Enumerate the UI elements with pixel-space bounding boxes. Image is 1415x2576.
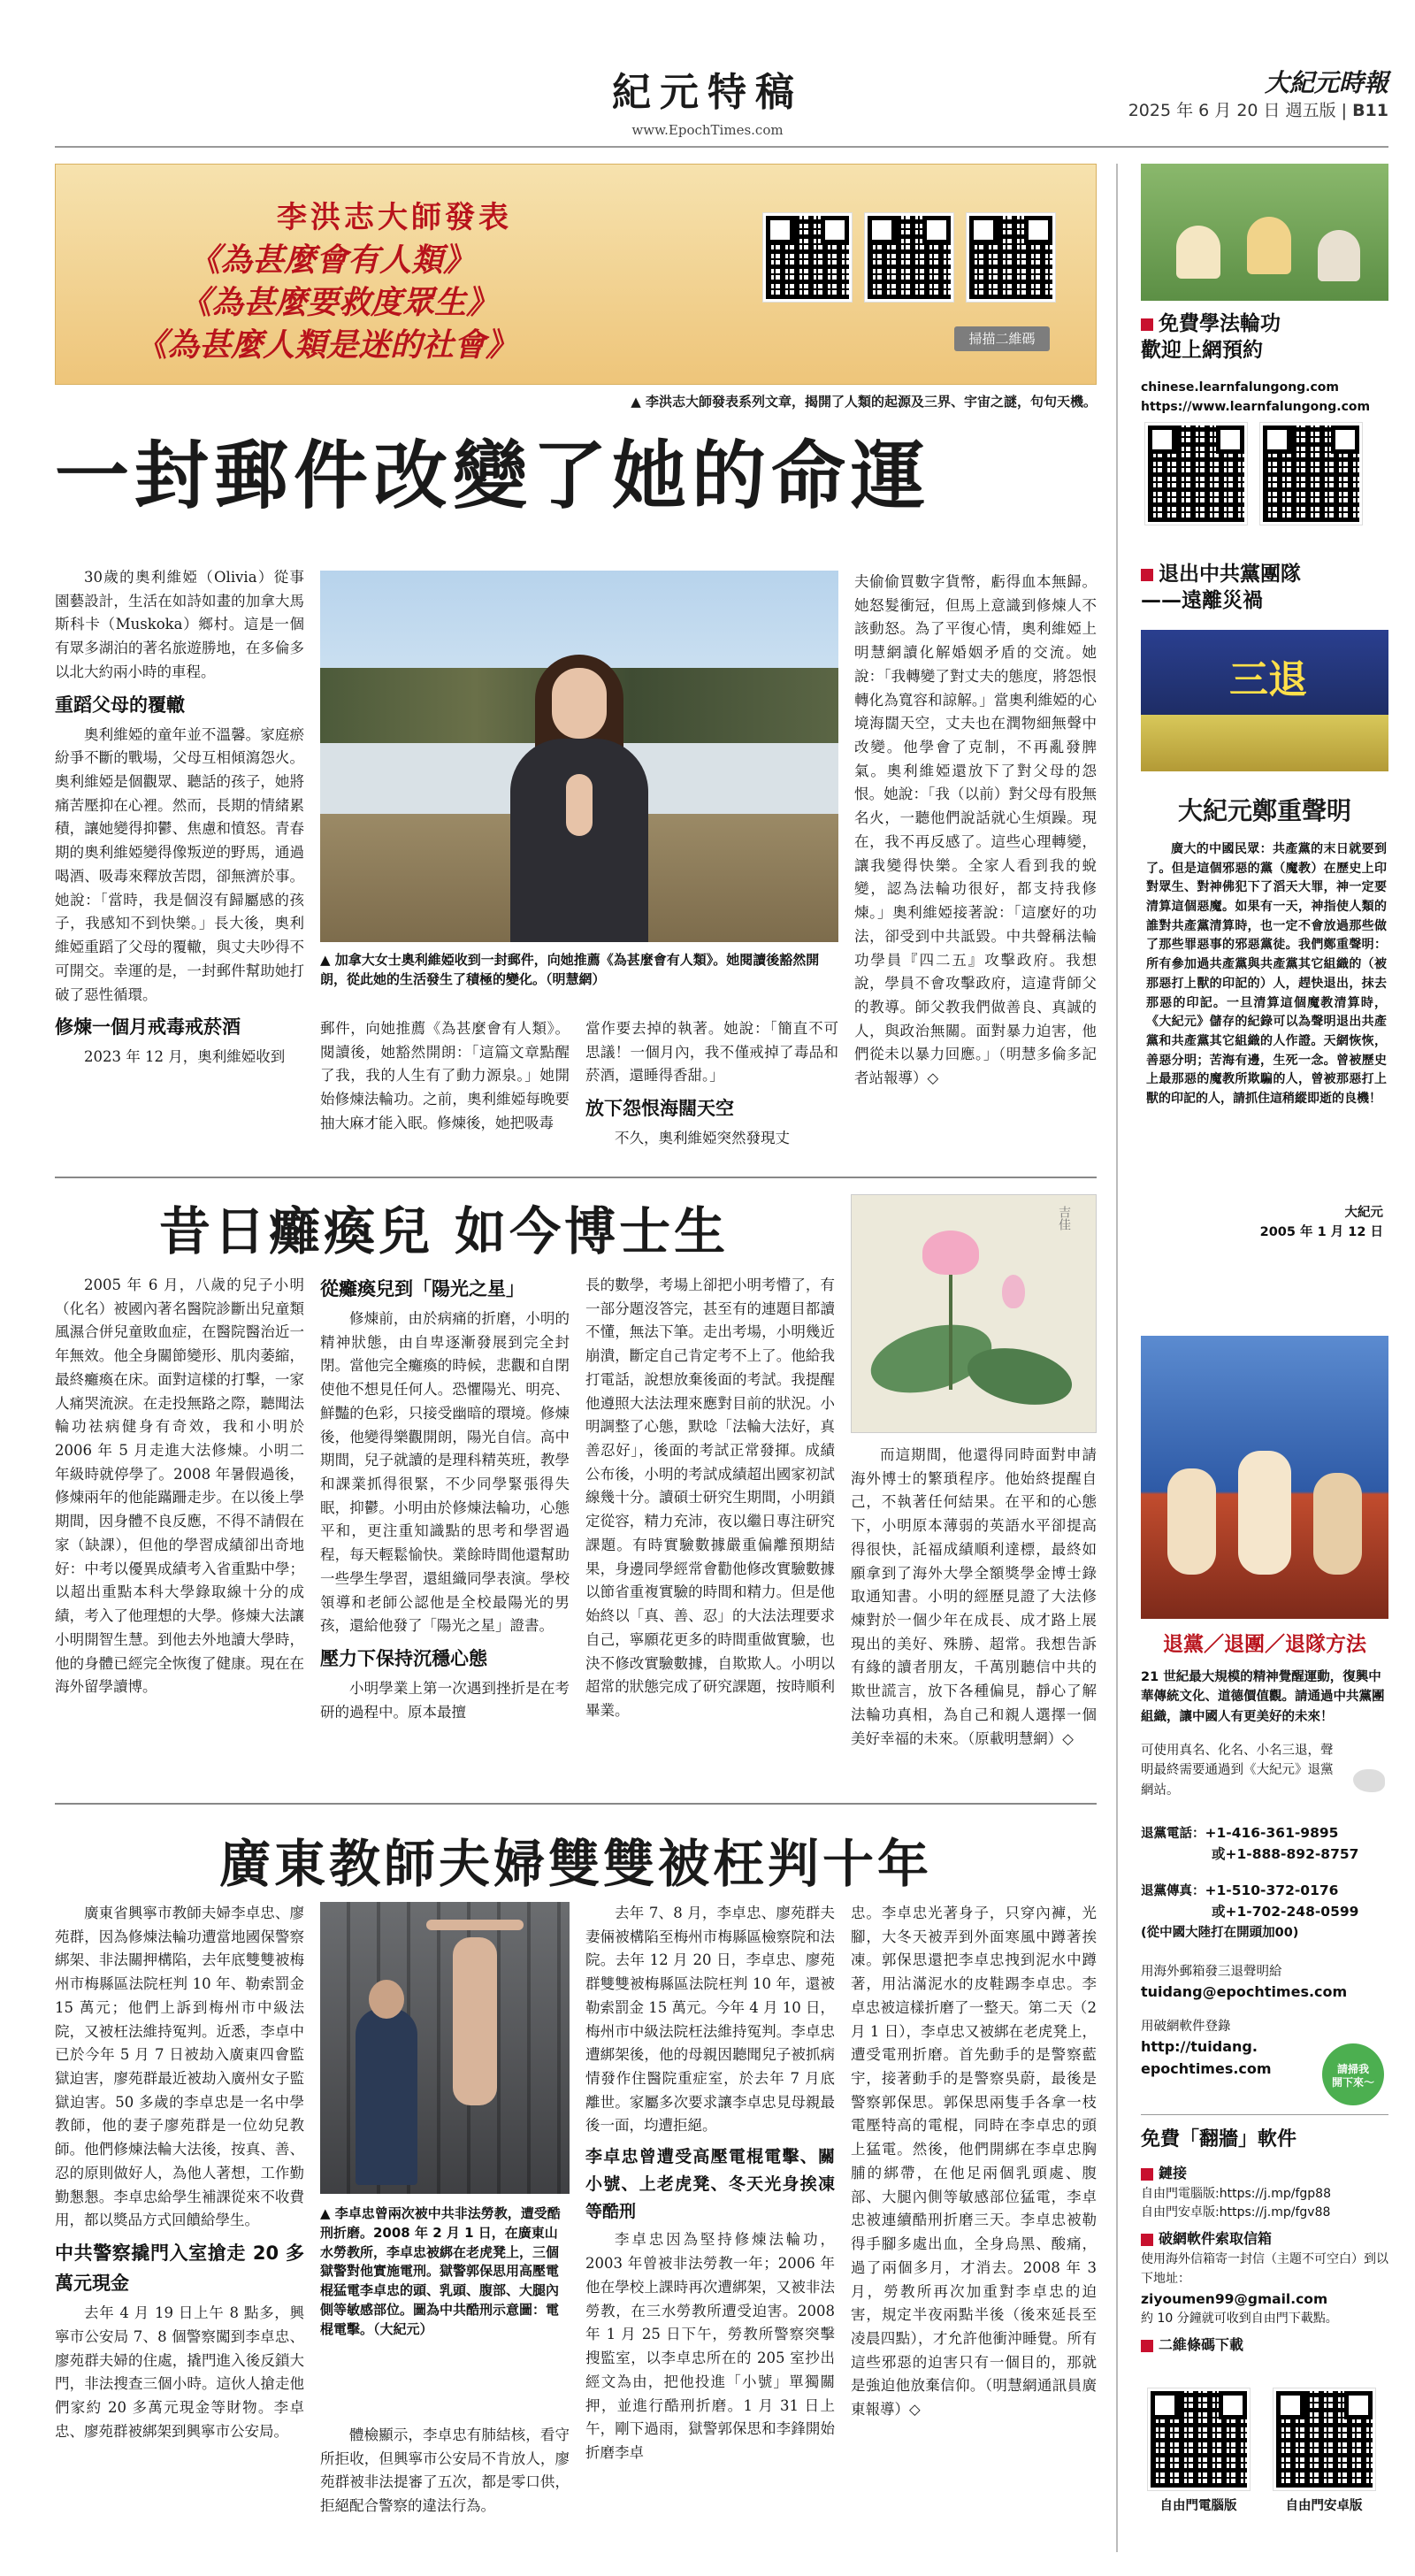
page-header bbox=[0, 0, 1415, 150]
qr-label-android: 自由門安卓版 bbox=[1285, 2499, 1363, 2513]
banner-line-1: 李洪志大師發表 bbox=[277, 200, 512, 235]
article2-column-4 bbox=[851, 1444, 1097, 1751]
quit-text: 退出中共黨團隊 ——遠離災禍 bbox=[1141, 563, 1301, 612]
figure-1 bbox=[1167, 1468, 1216, 1575]
web-block bbox=[1141, 2017, 1318, 2081]
article3-para-4: 去年 7、8 月，李卓忠、廖苑群夫妻倆被構陷至梅州市梅縣區檢察院和法院。去年 12 月 20 日，李卓忠、廖苑群雙雙被梅縣區法院枉判 10 年，還被勒索罰金 15 萬元。今年 4 月 10 日，梅州市中級法院枉法維持冤判。李卓忠遭綁架後，他的母親因聽聞兒子被抓病情發作住醫院重症室，於去年 7 月底離世。家屬多次要求讓李卓忠見母親最後一面，均遭拒絕。 bbox=[585, 1905, 835, 2135]
article1-para-3: 郵件，向她推薦《為甚麼會有人類》。閱讀後，她豁然開朗：「這篇文章點醒了我，我的人生有了動力源泉。」她開始修煉法輪功。之前，奧利維婭每晚要抽大麻才能入眠。修煉後，她把吸毒 bbox=[320, 1020, 570, 1131]
phone-1[interactable]: +1-416-361-9895 bbox=[1205, 1825, 1339, 1841]
woman-hands bbox=[566, 774, 593, 836]
scan-me-badge[interactable]: 請掃我 開下來～ bbox=[1322, 2043, 1384, 2105]
rally-banner-text: 三退 bbox=[1229, 657, 1307, 702]
learn-qr-2[interactable] bbox=[1260, 423, 1362, 525]
quit-rally-photo bbox=[1141, 630, 1388, 771]
learn-urls[interactable]: chinese.learnfalungong.com https://www.learnfalungong.com bbox=[1141, 380, 1371, 414]
bullet-square bbox=[1141, 2340, 1153, 2352]
voice-body: 廣大的中國民眾：共產黨的末日就要到了。但是這個邪惡的黨（魔教）在歷史上印對眾生、對神佛犯下了滔天大罪，神一定要清算這個惡魔。如果有一天，神指使人類的誰對共產黨清算時，也一定不會放過那些做了那些罪惡事的邪惡黨徒。我們鄭重聲明：所有參加過共產黨與共產黨其它組織的（被那惡打上獸的印記的）人，趕快退出，抹去那惡的印記。一旦清算這個魔教清算時，《大紀元》儲存的紀錄可以為聲明退出共產黨和共產黨其它組織的人作證。天網恢恢，善惡分明；苦海有邊，生死一念。曾被歷史上最那惡的魔教所欺騙的人，曾被那惡打上獸的印記的人，請抓住這稍縱即逝的良機！ bbox=[1146, 842, 1387, 1106]
article3-para-2: 去年 4 月 19 日上午 8 點多，興寧市公安局 7、8 個警察闖到李卓忠、廖苑群夫婦的住處，撬門進入後反鎖大門，非法搜查三個小時。這伙人搶走他們家約 20 多萬元現金等財物。李卓忠、廖苑群被綁架到興寧市公安局。 bbox=[55, 2304, 304, 2440]
bullet-square bbox=[1141, 318, 1153, 331]
guard-head bbox=[369, 1980, 404, 2019]
article2-column-2 bbox=[320, 1274, 570, 1725]
article2-para-5: 而這期間，他還得同時面對申請海外博士的繁瑣程序。他始終提醒自己，不執著任何結果。在平和的心態下，小明原本薄弱的英語水平卻提高得很快，託福成績順利達標，最終如願拿到了海外大學全額獎學金博士錄取通知書。小明的經歷見證了大法修煉對於一個少年在成長、成才路上展現出的美好、殊勝、超常。我想告訴有緣的讀者朋友，千萬別聽信中共的欺世謊言，放下各種偏見，靜心了解法輪功真相，為自己和親人選擇一個美好幸福的未來。（原載明慧網）◇ bbox=[851, 1446, 1097, 1747]
article3-column-3 bbox=[585, 1902, 835, 2465]
article2-para-3: 小明學業上第一次遇到挫折是在考研的過程中。原本最擅 bbox=[320, 1680, 570, 1721]
victim-figure bbox=[453, 1937, 497, 2105]
painting-signature: 吉佳 bbox=[1057, 1206, 1071, 1230]
figure-2 bbox=[1238, 1451, 1291, 1575]
article1-column-2 bbox=[320, 1017, 570, 1136]
article2-subhead-1: 從癱瘓兒到「陽光之星」 bbox=[320, 1278, 524, 1300]
figure-3 bbox=[1313, 1473, 1362, 1575]
article1-column-1 bbox=[55, 566, 304, 1070]
email-instructions: 使用海外信箱寄一封信（主題不可空白）到以下地址： bbox=[1141, 2251, 1388, 2286]
article1-subhead-1: 重蹈父母的覆轍 bbox=[55, 694, 185, 716]
alias-text: 可使用真名、化名、小名三退，聲明最終需要通過到《大紀元》退黨網站。 bbox=[1141, 1744, 1334, 1798]
qr-code-2[interactable] bbox=[865, 213, 953, 302]
divider-1 bbox=[55, 1177, 1097, 1178]
link-desktop[interactable]: 自由門電腦版:https://j.mp/fgp88 bbox=[1141, 2186, 1331, 2201]
freegate-email[interactable]: ziyoumen99@gmail.com bbox=[1141, 2291, 1328, 2308]
email-label: 用海外郵箱發三退聲明給 bbox=[1141, 1965, 1282, 1979]
announcement-banner bbox=[55, 164, 1097, 385]
meditator-1 bbox=[1176, 226, 1220, 279]
fax-1[interactable]: +1-510-372-0176 bbox=[1205, 1882, 1339, 1898]
meditator-3 bbox=[1318, 230, 1360, 281]
header-rule bbox=[55, 146, 1388, 148]
article1-photo bbox=[320, 571, 838, 942]
lotus-painting bbox=[851, 1194, 1097, 1433]
article2-para-1: 2005 年 6 月，八歲的兒子小明（化名）被國內著名醫院診斷出兒童類風濕合併兒童敗血症，在醫院醫治近一年無效。他全身關節變形、肌肉萎縮，最終癱瘓在床。面對這樣的打擊，一家人痛哭流淚。在走投無路之際，聽聞法輪功祛病健身有奇效，我和小明於 2006 年 5 月走進大法修煉。小明二年級時就停學了。2008 年暑假過後，修煉兩年的他能蹣跚走步。在以後上學期間，因身體不良反應，不得不請假在家（缺課），但他的學習成績卻出奇地好：中考以優異成績考入省重點中學；以超出重點本科大學錄取線十分的成績，考入了他理想的大學。修煉大法讓小明開智生慧。到他去外地讀大學時，他的身體已經完全恢復了健康。現在在海外留學讀博。 bbox=[55, 1276, 304, 1696]
lotus-bud bbox=[1002, 1275, 1025, 1308]
software-links bbox=[1141, 2163, 1388, 2357]
free-learn-text: 免費學法輪功 歡迎上網預約 bbox=[1141, 312, 1281, 362]
woman-body bbox=[510, 739, 648, 942]
article1-para-5: 不久，奧利維婭突然發現丈 bbox=[615, 1130, 790, 1147]
email-note: 約 10 分鐘就可收到自由門下載點。 bbox=[1141, 2312, 1338, 2327]
article3-subhead-2: 李卓忠曾遭受高壓電棍電擊、關小號、上老虎凳、冬天光身挨凍等酷刑 bbox=[585, 2147, 835, 2221]
article2-para-4: 長的數學，考場上卻把小明考懵了，有一部分題沒答完，甚至有的連題目都讀不懂，無法下筆。走出考場，小明幾近崩潰，斷定自己肯定考不上了。他給我打電話，說想放棄後面的考試。我提醒他遵照大法法理來應對目前的狀況。小明調整了心態，默唸「法輪大法好，真善忍好」，後面的考試正常發揮。成績公布後，小明的考試成績超出國家初試線幾十分。讀碩士研究生期間，小明鎖定從容，精力充沛，夜以繼日專注研究課題。有時實驗數據嚴重偏離預期結果，身邊同學經常會勸他修改實驗數據以節省重複實驗的時間和精力。但是他始終以「真、善、忍」的大法法理要求自己，寧願花更多的時間重做實驗，也決不修改實驗數據，自欺欺人。小明以超常的狀態完成了研究課題，按時順利畢業。 bbox=[585, 1276, 835, 1719]
article3-photo bbox=[320, 1902, 570, 2194]
lotus-flower bbox=[922, 1230, 979, 1275]
victim-arms bbox=[426, 1920, 524, 1930]
article3-headline: 廣東教師夫婦雙雙被枉判十年 bbox=[218, 1834, 932, 1894]
learn-qr-1[interactable] bbox=[1145, 423, 1247, 525]
fax-block bbox=[1141, 1880, 1388, 1943]
bullet-square bbox=[1141, 569, 1153, 581]
tuidang-title: 退黨／退團／退隊方法 bbox=[1163, 1633, 1366, 1656]
website-url: www.EpochTimes.com bbox=[631, 122, 784, 138]
article3-column-2 bbox=[320, 2424, 570, 2518]
divider-2 bbox=[55, 1803, 1097, 1805]
bullet-square bbox=[1141, 2168, 1153, 2181]
article1-column-3 bbox=[585, 1017, 838, 1151]
banner-line-2: 《為甚麼會有人類》 bbox=[188, 242, 476, 279]
email-head: 破網軟件索取信箱 bbox=[1159, 2230, 1273, 2248]
software-rule bbox=[1141, 2114, 1388, 2115]
phone-label: 退黨電話： bbox=[1141, 1827, 1205, 1841]
quit-title bbox=[1141, 562, 1388, 615]
qr-code-1[interactable] bbox=[763, 213, 852, 302]
banner-line-4: 《為甚麼人類是迷的社會》 bbox=[135, 326, 518, 364]
article1-column-4 bbox=[854, 571, 1097, 1091]
article1-para-4: 當作要去掉的執著。她說：「簡直不可思議！一個月內，我不僅戒掉了毒品和菸酒，還睡得香甜。」 bbox=[585, 1020, 838, 1085]
web-url[interactable]: http://tuidang. epochtimes.com bbox=[1141, 2038, 1272, 2078]
article1-para-2: 2023 年 12 月，奧利維婭收到 bbox=[84, 1048, 286, 1066]
article3-column-1 bbox=[55, 1902, 304, 2443]
article1-subhead-3: 放下怨恨海闊天空 bbox=[585, 1098, 734, 1120]
article1-para-6: 夫偷偷買數字貨幣，虧得血本無歸。她怒髮衝冠，但馬上意識到修煉人不該動怒。為了平復心情，奧利維婭上明慧網讀化解婚姻矛盾的交流。她說：「我轉變了對丈夫的態度，將怨恨轉化為寬容和諒解。」當奧利維婭的心境海闊天空，丈夫也在潤物細無聲中改變。他學會了克制，不再亂發脾氣。奧利維婭還放下了對父母的怨恨。她說：「我（以前）對父母有股無名火，一聽他們說話就心生煩躁。現在，我不再反感了。這些心理轉變，讓我變得快樂。全家人看到我的蛻變，認為法輪功很好，都支持我修煉。」奧利維婭接著說：「這麼好的功法，卻受到中共詆毀。中共聲稱法輪功學員『四二五』攻擊政府。我想說，學員不會攻擊政府，這違背師父的教導。師父教我們做善良、真誠的人，與政治無關。面對暴力迫害，他們從未以暴力回應。」（明慧多倫多記者站報導）◇ bbox=[854, 573, 1097, 1087]
article1-photo-caption: ▲ 加拿大女士奧利維婭收到一封郵件，向她推薦《為甚麼會有人類》。她閱讀後豁然開朗，從此她的生活發生了積極的變化。（明慧網） bbox=[320, 952, 820, 987]
qr-code-3[interactable] bbox=[967, 213, 1055, 302]
article3-para-6: 忠。李卓忠光著身子，只穿內褲，光腳，大冬天被弄到外面寒風中蹲著挨凍。郭保思還把李卓忠拽到泥水中蹲著，用沾滿泥水的皮鞋踢李卓忠。李卓忠被這樣折磨了一整天。第二天（2 月 1 日），李卓忠又被綁在老虎凳上，遭受電刑折磨。首先動手的是警察藍宇，接著動手的是警察吳蔚，最後是警察郭保思。郭保思兩隻手各拿一枝電壓特高的電棍，同時在李卓忠的頭上猛電。然後，他們開綁在李卓忠胸脯的綁帶，在他足兩個乳頭處、腹部、大腿內側等敏感部位猛電，李卓忠被連續酷刑折磨三天。李卓忠被勒得手腳多處出血，全身烏黑、酸痛，過了兩個多月，才消去。2008 年 3 月，勞教所再次加重對李卓忠的迫害，規定半夜兩點半後（後來延長至凌晨四點），才允許他衝沖睡覺。所有這些邪惡的迫害只有一個目的，那就是強迫他放棄信仰。（明慧網通訊員廣東報導）◇ bbox=[851, 1905, 1097, 2419]
sidebar-rule bbox=[1116, 164, 1118, 2552]
article2-subhead-2: 壓力下保持沉穩心態 bbox=[320, 1648, 487, 1670]
freegate-qr-android[interactable] bbox=[1274, 2388, 1375, 2490]
qr-head: 二維條碼下載 bbox=[1159, 2336, 1244, 2354]
article1-intro: 30歲的奧利維婭（Olivia）從事園藝設計，生活在如詩如畫的加拿大馬斯科卡（Muskoka）鄉村。這是一個有眾多湖泊的著名旅遊勝地，在多倫多以北大約兩小時的車程。 bbox=[55, 569, 304, 680]
voice-signature: 大紀元 2005 年 1 月 12 日 bbox=[1259, 1206, 1383, 1240]
article3-photo-caption: ▲ 李卓忠曾兩次被中共非法勞教，遭受酷刑折磨。2008 年 2 月 1 日，在廣東山水勞教所，李卓忠被綁在老虎凳上，三個獄警對他實施電刑。獄警郭保思用高壓電棍猛電李卓忠的頭、乳頭、腹部、大腿內側等敏感部位。圖為中共酷刑示意圖：電棍電擊。（大紀元） bbox=[320, 2205, 561, 2337]
sidebar-illustration bbox=[1141, 1336, 1388, 1619]
guard-figure bbox=[356, 2008, 417, 2185]
scan-label: 掃描二維碼 bbox=[954, 326, 1050, 351]
issue-date: 2025 年 6 月 20 日 週五版 | B11 bbox=[1128, 101, 1388, 120]
article3-column-4 bbox=[851, 1902, 1097, 2422]
qr-label-desktop: 自由門電腦版 bbox=[1159, 2499, 1237, 2513]
free-learn-title bbox=[1141, 311, 1388, 364]
article3-para-5: 李卓忠因為堅持修煉法輪功，2003 年曾被非法勞教一年；2006 年他在學校上課時再次遭綁架，又被非法勞教，在三水勞教所遭受迫害。2008 年 1 月 25 日下午，勞教所警察突擊搜監室，以李卓忠所在的 205 室抄出經文為由，把他投進「小號」單獨關押，並進行酷刑折磨。1 月 31 日上午，剛下過雨，獄警郭保思和李鋒開始折磨李卓 bbox=[585, 2231, 835, 2461]
banner-caption: ▲ 李洪志大師發表系列文章，揭開了人類的起源及三界、宇宙之謎，句句天機。 bbox=[631, 394, 1097, 410]
lotus-stem bbox=[949, 1257, 952, 1390]
dove-icon bbox=[1353, 1769, 1385, 1792]
phone-block bbox=[1141, 1822, 1388, 1866]
fax-2[interactable]: 或+1-702-248-0599 bbox=[1212, 1904, 1359, 1920]
phone-2[interactable]: 或+1-888-892-8757 bbox=[1212, 1846, 1359, 1863]
bullet-square bbox=[1141, 2234, 1153, 2246]
freegate-qr-desktop[interactable] bbox=[1148, 2388, 1250, 2490]
article3-para-1: 廣東省興寧市教師夫婦李卓忠、廖苑群，因為修煉法輪功遭當地國保警察綁架、非法關押構陷，去年底雙雙被梅州市梅縣區法院枉判 10 年、勒索罰金 15 萬元；他們上訴到梅州市中級法院，又被枉法維持冤判。近悉，李卓中已於今年 5 月 7 日被劫入廣東四會監獄迫害，廖苑群最近被劫入廣州女子監獄迫害。50 多歲的李卓忠是一名中學教師，他的妻子廖苑群是一位幼兒教師。他們修煉法輪大法後，按真、善、忍的原則做好人，為他人著想，工作勤勤懇懇。李卓忠給學生補課從來不收費用，都以獎品方式回饋給學生。 bbox=[55, 1905, 304, 2229]
date-text: 2025 年 6 月 20 日 週五版 bbox=[1128, 101, 1336, 120]
article2-para-2: 修煉前，由於病痛的折磨，小明的精神狀態，由自卑逐漸發展到完全封閉。當他完全癱瘓的時候，悲觀和自閉使他不想見任何人。恐懼陽光、明亮、鮮豔的色彩，只接受幽暗的環境。修煉後，他變得樂觀開朗，陽光自信。高中期間，兒子就讀的是理科精英班，教學和課業抓得很緊，不少同學緊張得失眠，抑鬱。小明由於修煉法輪功，心態平和，更注重知識點的思考和學習過程，每天輕鬆愉快。業餘時間他還幫助一些學生學習，還組織同學表演。學校領導和老師公認他是全校最陽光的男孩，還給他發了「陽光之星」證書。 bbox=[320, 1310, 570, 1635]
article2-column-1 bbox=[55, 1274, 304, 1699]
email-block bbox=[1141, 1962, 1388, 2004]
email-address[interactable]: tuidang@epochtimes.com bbox=[1141, 1983, 1348, 2001]
link-head: 鏈接 bbox=[1159, 2165, 1188, 2181]
fax-label: 退黨傳真： bbox=[1141, 1884, 1205, 1898]
tuidang-body: 21 世紀最大規模的精神覺醒運動，復興中華傳統文化、道德價值觀。請通過中共黨團組織，讓中國人有更美好的未來！ bbox=[1141, 1670, 1385, 1724]
article3-subhead-1: 中共警察撬門入室搶走 20 多萬元現金 bbox=[55, 2242, 304, 2295]
web-label: 用破網軟件登錄 bbox=[1141, 2020, 1231, 2034]
voice-title: 大紀元鄭重聲明 bbox=[1177, 796, 1351, 825]
article1-headline: 一封郵件改變了她的命運 bbox=[55, 432, 931, 519]
meditator-2 bbox=[1247, 217, 1291, 274]
software-title: 免費「翻牆」軟件 bbox=[1141, 2128, 1297, 2150]
link-android[interactable]: 自由門安卓版:https://j.mp/fgv88 bbox=[1141, 2205, 1331, 2220]
article1-subhead-2: 修煉一個月戒毒戒菸酒 bbox=[55, 1016, 241, 1039]
woman-face bbox=[552, 668, 607, 739]
fax-note: (從中國大陸打在開頭加00) bbox=[1141, 1925, 1299, 1940]
sidebar-meditation-photo bbox=[1141, 164, 1388, 301]
section-title: 紀元特稿 bbox=[612, 70, 803, 115]
article3-para-3: 體檢顯示，李卓忠有肺結核，看守所拒收，但興寧市公安局不肯放人，廖苑群被非法提審了五次，都是零口供，拒絕配合警察的違法行為。 bbox=[320, 2426, 570, 2515]
article1-para-1: 奧利維婭的童年並不溫馨。家庭瘀紛爭不斷的戰場，父母互相傾瀉怨火。奧利維婭是個觀眾、聽話的孩子，她將痛苦壓抑在心裡。然而，長期的情緒累積，讓她變得抑鬱、焦慮和憤怒。青春期的奧利維婭變得像叛逆的野馬，通過喝酒、吸毒來釋放苦悶，卻無濟於事。她說：「當時，我是個沒有歸屬感的孩子，我感知不到快樂。」長大後，奧利維婭重蹈了父母的覆轍，與丈夫吵得不可開交。幸運的是，一封郵件幫助她打破了惡性循環。 bbox=[55, 725, 304, 1003]
banner-line-3: 《為甚麼要救度眾生》 bbox=[180, 284, 499, 321]
masthead-logo: 大紀元時報 bbox=[1264, 68, 1388, 97]
article2-column-3 bbox=[585, 1274, 835, 1723]
article2-headline: 昔日癱瘓兒 如今博士生 bbox=[158, 1201, 730, 1261]
page-number: B11 bbox=[1352, 101, 1388, 120]
